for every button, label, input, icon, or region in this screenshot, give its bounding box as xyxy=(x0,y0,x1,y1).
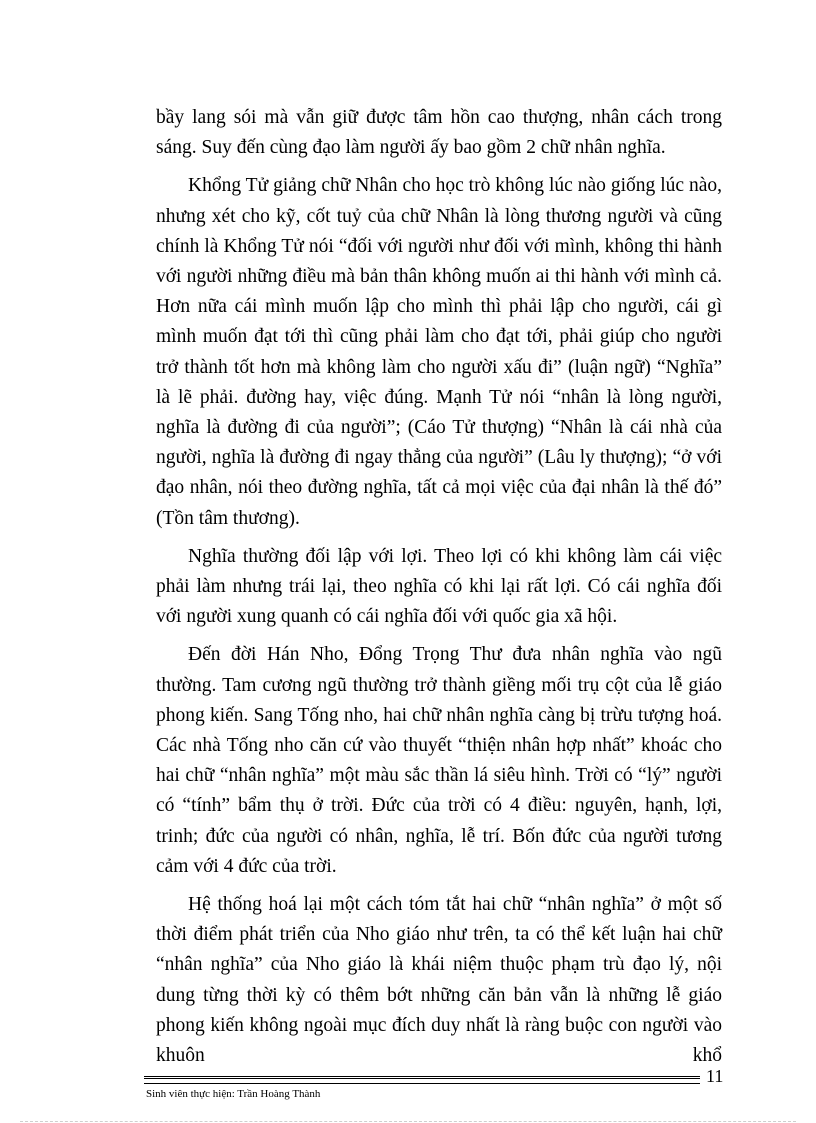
paragraph-4: Đến đời Hán Nho, Đổng Trọng Thư đưa nhân nghĩa vào ngũ thường. Tam cương ngũ thường trở thành giềng mối trụ cột của lễ giáo phong kiến. Sang Tống nho, hai chữ nhân nghĩa càng bị trừu tượng hoá. Các nhà Tống nho căn cứ vào thuyết “thiện nhân hợp nhất” khoác cho hai chữ “nhân nghĩa” một màu sắc thần lá siêu hình. Trời có “lý” người có “tính” bẩm thụ ở trời. Đức của trời có 4 điều: nguyên, hạnh, lợi, trinh; đức của người có nhân, nghĩa, lễ trí. Bốn đức của người tương cảm với 4 đức của trời. xyxy=(156,644,722,877)
paragraph-3: Nghĩa thường đối lập với lợi. Theo lợi có khi không làm cái việc phải làm nhưng trái lại, theo nghĩa có khi lại rất lợi. Có cái nghĩa đối với người xung quanh có cái nghĩa đối với quốc gia xã hội. xyxy=(156,545,722,628)
page-number: 11 xyxy=(706,1066,724,1086)
paragraph-2: Khổng Tử giảng chữ Nhân cho học trò không lúc nào giống lúc nào, nhưng xét cho kỹ, cốt tuỷ của chữ Nhân là lòng thương người và cũng chính là Khổng Tử nói “đối với người như đối với mình, không thi hành với người những điều mà bản thân không muốn ai thi hành với mình cả. Hơn nữa cái mình muốn lập cho mình thì phải lập cho người, cái gì mình muốn đạt tới thì cũng phải làm cho đạt tới, phải giúp cho người trở thành tốt hơn mà không làm cho người xấu đi” (luận ngữ) “Nghĩa” là lẽ phải. đường hay, việc đúng. Mạnh Tử nói “nhân là lòng người, nghĩa là đường đi của người”; (Cáo Tử thượng) “Nhân là cái nhà của người, nghĩa là đường đi ngay thẳng của người” (Lâu ly thượng); “ở với đạo nhân, nói theo đường nghĩa, tất cả mọi việc của đại nhân là thế đó” (Tồn tâm thương). xyxy=(156,175,722,529)
footer-author: Sinh viên thực hiện: Trần Hoàng Thành xyxy=(146,1088,321,1100)
paragraph-1: bầy lang sói mà vẫn giữ được tâm hồn cao thượng, nhân cách trong sáng. Suy đến cùng đạo làm người ấy bao gồm 2 chữ nhân nghĩa. xyxy=(156,107,722,159)
page-footer xyxy=(144,1066,730,1112)
footer-thin-rule xyxy=(144,1083,700,1084)
footer-double-rule xyxy=(144,1076,700,1079)
document-body xyxy=(156,103,722,1079)
paragraph-5: Hệ thống hoá lại một cách tóm tắt hai chữ “nhân nghĩa” ở một số thời điểm phát triển của Nho giáo như trên, ta có thể kết luận hai chữ “nhân nghĩa” của Nho giáo là khái niệm thuộc phạm trù đạo lý, nội dung từng thời kỳ có thêm bớt những căn bản vẫn là những lễ giáo phong kiến không ngoài mục đích duy nhất là ràng buộc con người vào khuôn khổ xyxy=(156,894,722,1067)
